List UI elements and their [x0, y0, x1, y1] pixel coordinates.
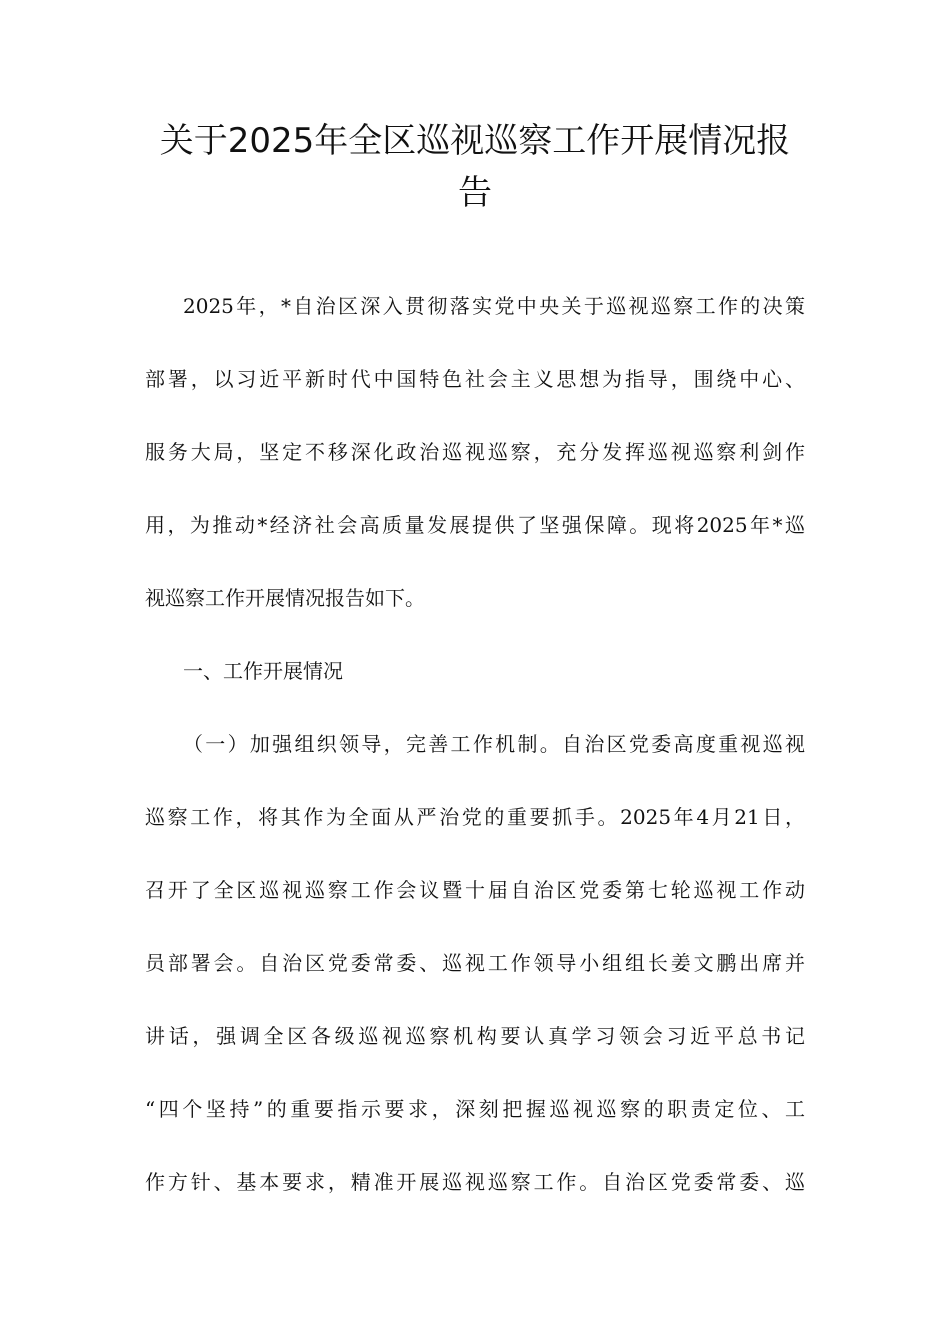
text-line: 部署，以习近平新时代中国特色社会主义思想为指导，围绕中心、 [145, 367, 805, 391]
text-line: 巡察工作，将其作为全面从严治党的重要抓手。2025年4月21日， [145, 805, 805, 829]
title-line-1: 关于2025年全区巡视巡察工作开展情况报 [159, 121, 791, 161]
text-line: “四个坚持”的重要指示要求，深刻把握巡视巡察的职责定位、工 [145, 1097, 805, 1121]
text-line: 一、工作开展情况 [183, 659, 343, 683]
text-line: 员部署会。自治区党委常委、巡视工作领导小组组长姜文鹏出席并 [145, 951, 805, 975]
text-line: 讲话，强调全区各级巡视巡察机构要认真学习领会习近平总书记 [145, 1024, 805, 1048]
document-title [120, 115, 830, 219]
text-line: （一）加强组织领导，完善工作机制。自治区党委高度重视巡视 [183, 732, 805, 756]
text-line: 视巡察工作开展情况报告如下。 [145, 586, 425, 610]
text-line: 作方针、基本要求，精准开展巡视巡察工作。自治区党委常委、巡 [145, 1170, 805, 1194]
document-body [145, 270, 805, 1219]
title-line-2: 告 [458, 173, 492, 213]
text-line: 服务大局，坚定不移深化政治巡视巡察，充分发挥巡视巡察利剑作 [145, 440, 805, 464]
text-line: 召开了全区巡视巡察工作会议暨十届自治区党委第七轮巡视工作动 [145, 878, 805, 902]
text-line: 2025年，*自治区深入贯彻落实党中央关于巡视巡察工作的决策 [183, 294, 805, 318]
text-line: 用，为推动*经济社会高质量发展提供了坚强保障。现将2025年*巡 [145, 513, 805, 537]
